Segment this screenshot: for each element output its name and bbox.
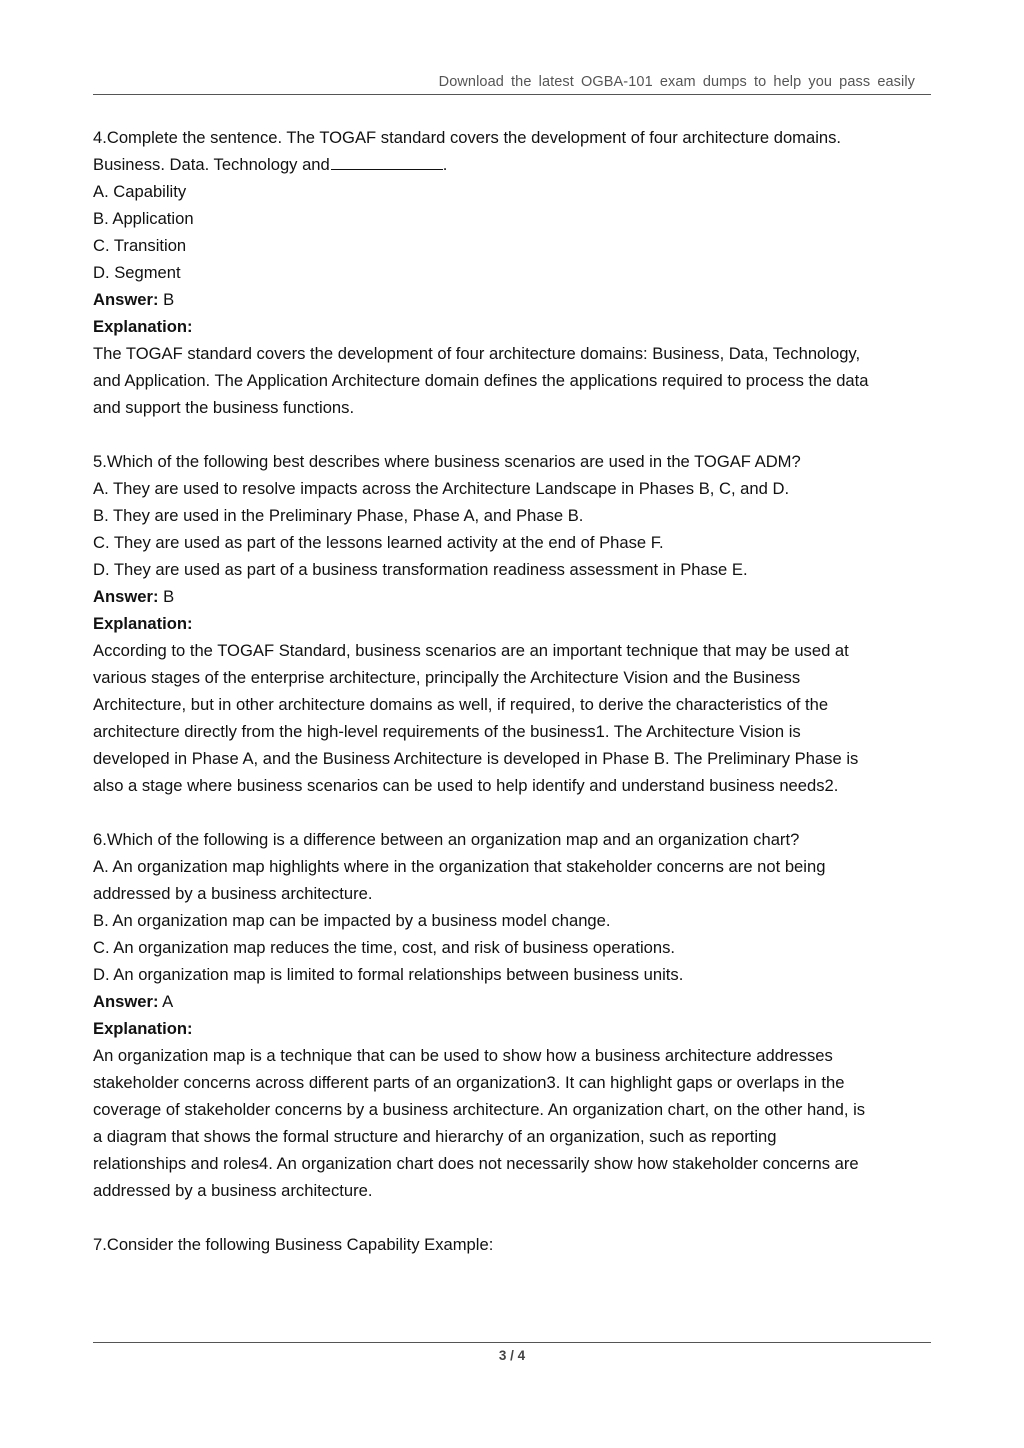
- header-text: Download the latest OGBA-101 exam dumps to help you pass easily: [438, 74, 915, 90]
- answer-value: B: [158, 587, 175, 606]
- page-number: 3 / 4: [498, 1348, 526, 1363]
- explanation-line: various stages of the enterprise architecture, principally the Architecture Vision and the Business: [93, 668, 801, 687]
- stem-period: .: [442, 155, 448, 174]
- stem-text: Business. Data. Technology and: [93, 155, 330, 174]
- question-stem: 4.Complete the sentence. The TOGAF standard covers the development of four architecture domains.: [93, 128, 842, 147]
- explanation-line: stakeholder concerns across different parts of an organization3. It can highlight gaps or overlaps in the: [93, 1073, 845, 1092]
- explanation-line: According to the TOGAF Standard, business scenarios are an important technique that may be used at: [93, 641, 849, 660]
- option-c: C. Transition: [93, 236, 187, 255]
- option-a: A. Capability: [93, 182, 187, 201]
- explanation-line: Architecture, but in other architecture domains as well, if required, to derive the characteristics of the: [93, 695, 829, 714]
- option-b: B. They are used in the Preliminary Phase, Phase A, and Phase B.: [93, 506, 584, 525]
- explanation-line: The TOGAF standard covers the development of four architecture domains: Business, Data, Technology,: [93, 344, 861, 363]
- option-b: B. An organization map can be impacted by a business model change.: [93, 911, 611, 930]
- question-4: [93, 124, 935, 421]
- page-header: [93, 72, 931, 95]
- option-d: D. They are used as part of a business transformation readiness assessment in Phase E.: [93, 560, 748, 579]
- answer-line: [93, 988, 935, 1015]
- answer-value: A: [158, 992, 174, 1011]
- explanation-line: developed in Phase A, and the Business Architecture is developed in Phase B. The Preliminary Phase is: [93, 749, 859, 768]
- option-b: B. Application: [93, 209, 194, 228]
- explanation-line: and support the business functions.: [93, 398, 355, 417]
- explanation-line: a diagram that shows the formal structure and hierarchy of an organization, such as reporting: [93, 1127, 777, 1146]
- question-stem: 6.Which of the following is a difference between an organization map and an organization chart?: [93, 830, 800, 849]
- answer-label: Answer:: [93, 992, 159, 1011]
- explanation-line: coverage of stakeholder concerns by a business architecture. An organization chart, on the other hand, is: [93, 1100, 866, 1119]
- explanation-label: Explanation:: [93, 1019, 193, 1038]
- fill-in-blank: [331, 153, 443, 170]
- option-c: C. They are used as part of the lessons learned activity at the end of Phase F.: [93, 533, 664, 552]
- explanation-line: relationships and roles4. An organization chart does not necessarily show how stakeholder concerns are: [93, 1154, 859, 1173]
- explanation-label: Explanation:: [93, 614, 193, 633]
- explanation-line: also a stage where business scenarios can be used to help identify and understand business needs2.: [93, 776, 839, 795]
- option-d: D. Segment: [93, 263, 181, 282]
- explanation-line: and Application. The Application Architecture domain defines the applications required to process the data: [93, 371, 869, 390]
- answer-label: Answer:: [93, 290, 159, 309]
- question-5: [93, 448, 935, 799]
- spacer: [93, 1204, 935, 1231]
- answer-value: B: [158, 290, 175, 309]
- question-stem: 7.Consider the following Business Capability Example:: [93, 1235, 494, 1254]
- page-content: [93, 124, 935, 1258]
- question-6: [93, 826, 935, 1204]
- answer-label: Answer:: [93, 587, 159, 606]
- answer-line: [93, 286, 935, 313]
- answer-line: [93, 583, 935, 610]
- explanation-line: architecture directly from the high-level requirements of the business1. The Architecture Vision is: [93, 722, 801, 741]
- question-stem-continued: [93, 151, 935, 178]
- option-d: D. An organization map is limited to formal relationships between business units.: [93, 965, 684, 984]
- option-c: C. An organization map reduces the time, cost, and risk of business operations.: [93, 938, 676, 957]
- page-footer: [93, 1342, 931, 1363]
- option-a: A. An organization map highlights where in the organization that stakeholder concerns are not being: [93, 857, 826, 876]
- explanation-label: Explanation:: [93, 317, 193, 336]
- question-7: [93, 1231, 935, 1258]
- question-stem: 5.Which of the following best describes where business scenarios are used in the TOGAF ADM?: [93, 452, 801, 471]
- option-a-continued: addressed by a business architecture.: [93, 884, 373, 903]
- explanation-line: An organization map is a technique that can be used to show how a business architecture addresses: [93, 1046, 833, 1065]
- option-a: A. They are used to resolve impacts across the Architecture Landscape in Phases B, C, and D.: [93, 479, 790, 498]
- spacer: [93, 421, 935, 448]
- spacer: [93, 799, 935, 826]
- explanation-line: addressed by a business architecture.: [93, 1181, 373, 1200]
